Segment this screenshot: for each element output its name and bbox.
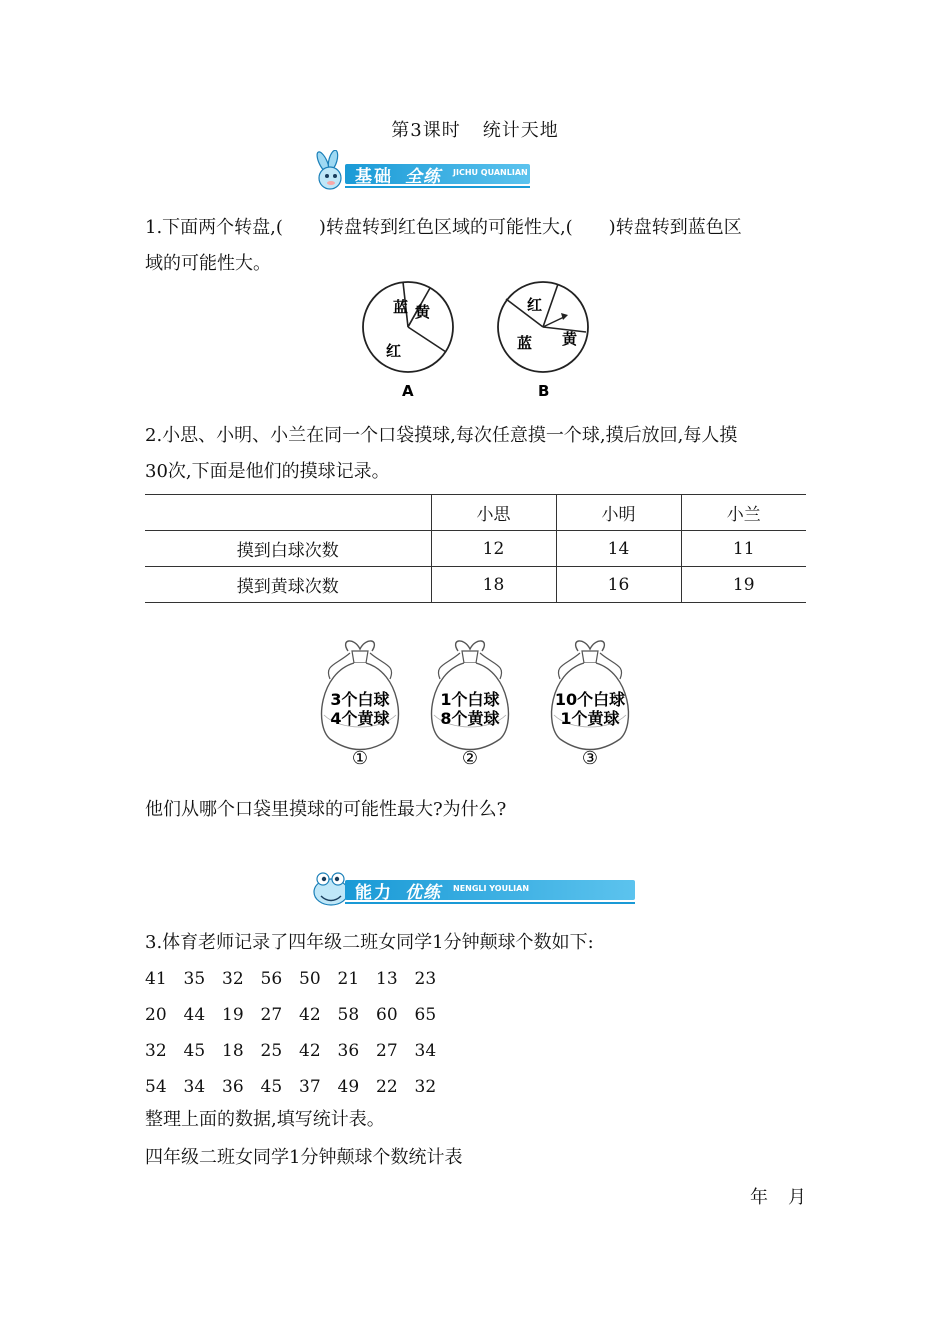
data-value: 50 [299, 969, 321, 989]
data-value: 49 [337, 1077, 360, 1097]
data-value: 20 [145, 1005, 167, 1025]
lesson-topic: 统计天地 [482, 120, 559, 141]
data-value: 42 [299, 1041, 321, 1061]
data-value: 23 [414, 969, 437, 989]
question-2-line1: 2.小思、小明、小兰在同一个口袋摸球,每次任意摸一个球,摸后放回,每人摸 [145, 425, 738, 446]
table-header-cell [145, 495, 431, 531]
table-row [145, 531, 806, 567]
question-1-line1: 1.下面两个转盘,( )转盘转到红色区域的可能性大,( )转盘转到蓝色区 [145, 217, 742, 238]
data-value: 37 [299, 1077, 321, 1097]
table-cell: 16 [556, 567, 681, 603]
data-value: 21 [337, 969, 360, 989]
banner-title-a: 基础 [355, 167, 393, 187]
table-cell: 摸到黄球次数 [145, 567, 431, 603]
data-value: 25 [260, 1041, 283, 1061]
data-value: 34 [183, 1077, 206, 1097]
section-banner-basic [305, 150, 530, 190]
banner-pinyin: JICHU QUANLIAN [453, 168, 528, 177]
bag-2-white-count: 1个白球 [440, 690, 500, 709]
table-cell: 14 [556, 531, 681, 567]
bag-3-white-count: 10个白球 [554, 690, 626, 709]
spinner-b [490, 280, 600, 405]
spinner-a-region-yellow: 黄 [415, 303, 431, 321]
bag-3-number: ③ [581, 748, 599, 769]
question-1 [145, 210, 810, 282]
data-value: 13 [376, 969, 398, 989]
month-label: 月 [788, 1187, 806, 1208]
data-value: 27 [260, 1005, 283, 1025]
page-title [0, 116, 950, 142]
table-cell: 12 [431, 531, 556, 567]
question-2-line2: 30次,下面是他们的摸球记录。 [145, 461, 390, 482]
spinner-b-region-blue: 蓝 [517, 334, 533, 352]
data-value: 42 [299, 1005, 321, 1025]
data-value: 35 [183, 969, 206, 989]
data-value: 22 [376, 1077, 398, 1097]
bag-3-yellow-count: 1个黄球 [560, 709, 620, 728]
table-header-cell: 小兰 [681, 495, 806, 531]
date-line [750, 1183, 806, 1209]
data-value: 60 [376, 1005, 398, 1025]
data-value: 18 [222, 1041, 244, 1061]
bag-2 [420, 635, 520, 770]
table-cell: 摸到白球次数 [145, 531, 431, 567]
bag-1-white-count: 3个白球 [330, 690, 390, 709]
banner-title-b: 全练 [405, 167, 441, 187]
data-value: 65 [414, 1005, 437, 1025]
question-2-ask: 他们从哪个口袋里摸球的可能性最大?为什么? [145, 799, 507, 820]
year-label: 年 [750, 1187, 768, 1208]
data-value: 32 [145, 1041, 167, 1061]
data-value: 41 [145, 969, 167, 989]
table-cell: 11 [681, 531, 806, 567]
bag-1-number: ① [351, 748, 369, 769]
bag-1-yellow-count: 4个黄球 [330, 709, 390, 728]
banner-title-b: 优练 [405, 883, 441, 903]
table-cell: 18 [431, 567, 556, 603]
data-value: 56 [260, 969, 283, 989]
data-value: 19 [222, 1005, 244, 1025]
table-header-cell: 小思 [431, 495, 556, 531]
section-banner-ability [305, 866, 635, 906]
data-row [145, 1041, 453, 1061]
table-header-cell: 小明 [556, 495, 681, 531]
spinner-a-region-red: 红 [386, 342, 402, 360]
data-row [145, 1077, 453, 1097]
data-value: 45 [183, 1041, 206, 1061]
bag-1 [310, 635, 410, 770]
spinner-b-region-red: 红 [527, 296, 543, 314]
table-cell: 19 [681, 567, 806, 603]
spinner-b-label: B [538, 382, 550, 400]
table-header-row [145, 495, 806, 531]
lesson-number: 第3课时 [391, 120, 461, 141]
data-value: 44 [183, 1005, 206, 1025]
question-3-table-title: 四年级二班女同学1分钟颠球个数统计表 [145, 1147, 463, 1168]
banner-pinyin: NENGLI YOULIAN [453, 884, 530, 893]
bag-3 [540, 635, 640, 770]
bag-2-number: ② [461, 748, 479, 769]
spinner-a-label: A [402, 382, 414, 400]
ball-record-table [145, 494, 806, 603]
question-2 [145, 418, 810, 490]
question-3-instruction: 整理上面的数据,填写统计表。 [145, 1109, 385, 1130]
data-value: 45 [260, 1077, 283, 1097]
data-value: 32 [222, 969, 244, 989]
table-row [145, 567, 806, 603]
spinner-b-region-yellow: 黄 [562, 330, 578, 348]
question-1-line2: 域的可能性大。 [145, 253, 271, 274]
spinner-a [355, 280, 465, 405]
data-value: 36 [222, 1077, 244, 1097]
data-row [145, 1005, 453, 1025]
data-value: 54 [145, 1077, 167, 1097]
data-value: 34 [414, 1041, 437, 1061]
bag-2-yellow-count: 8个黄球 [440, 709, 500, 728]
question-3-line1: 3.体育老师记录了四年级二班女同学1分钟颠球个数如下: [145, 932, 594, 953]
data-value: 32 [414, 1077, 437, 1097]
data-value: 36 [337, 1041, 360, 1061]
spinner-a-region-blue: 蓝 [393, 298, 409, 316]
banner-title-a: 能力 [355, 883, 393, 903]
data-value: 58 [337, 1005, 360, 1025]
data-row [145, 969, 453, 989]
data-value: 27 [376, 1041, 398, 1061]
